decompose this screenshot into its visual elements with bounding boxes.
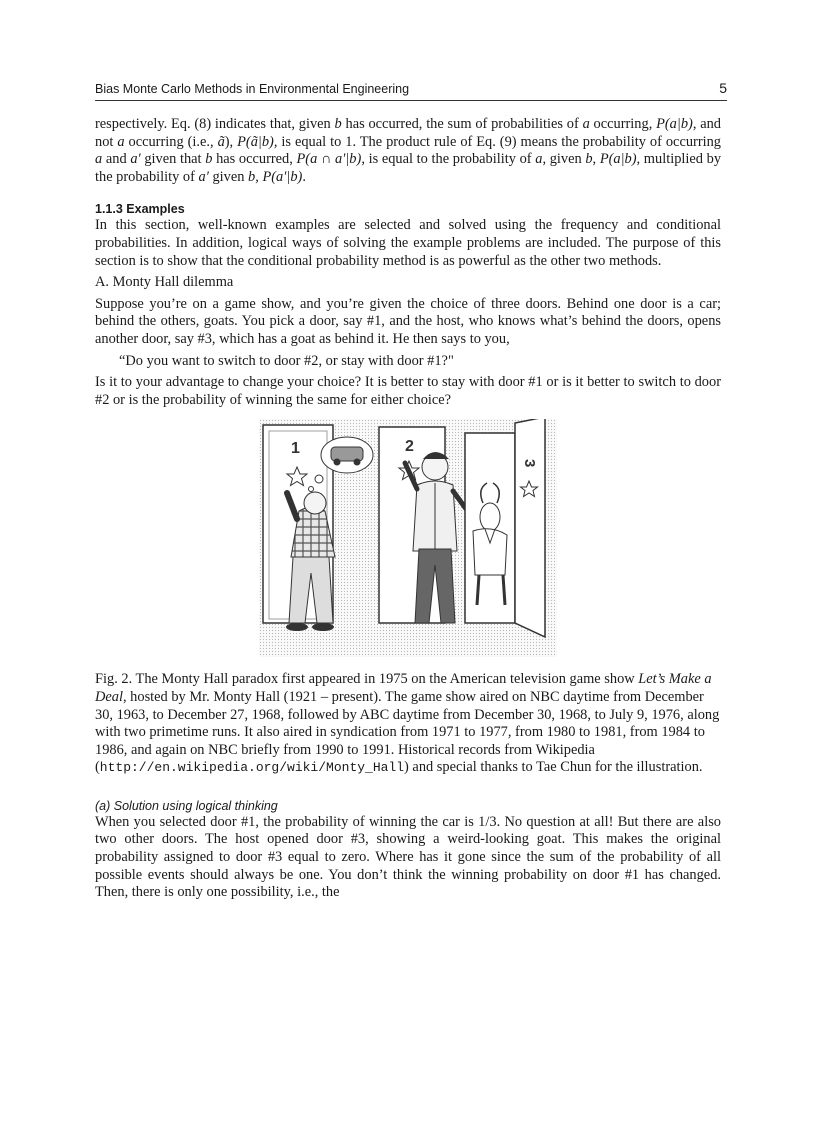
monty-hall-figure: [95, 419, 721, 657]
monty-hall-illustration: [259, 419, 557, 657]
running-title: Bias Monte Carlo Methods in Environmental Engineering: [95, 82, 410, 96]
page-body: [95, 116, 721, 906]
figure-caption: Fig. 2. The Monty Hall paradox first appeared in 1975 on the American television game show Let’s Make a Deal, hosted by Mr. Monty Hall (1921 – present). The game show aired on NBC daytime from December 30, 1963, to December 27, 1968, followed by ABC daytime from December 30, 1968, to July 9, 1976, along with two primetime runs. It also aired in syndication from 1971 to 1977, from 1980 to 1981, from 1984 to 1986, and again on NBC briefly from 1990 to 1991. Historical records from Wikipedia (http://en.wikipedia.org/wiki/Monty_Hall) and special thanks to Tae Chun for the illustration.: [95, 671, 720, 776]
door-2-number: 2: [405, 438, 414, 456]
solution-heading: (a) Solution using logical thinking: [95, 798, 278, 813]
show-title: Let’s Make a Deal: [95, 671, 712, 705]
intro-paragraph: respectively. Eq. (8) indicates that, given b has occurred, the sum of probabilities of a occurring, P(a|b), and not a occurring (i.e., ã), P(ã|b), is equal to 1. The product rule of Eq. (9) means the probability of occurring a and a′ given that b has occurred, P(a ∩ a′|b), is equal to the probability of a, given b, P(a|b), multiplied by the probability of a′ given b, P(a′|b).: [95, 116, 722, 185]
door-3-number: 3: [521, 459, 538, 468]
host-quote: “Do you want to switch to door #2, or stay with door #1?": [119, 352, 454, 369]
section-heading: 1.1.3 Examples: [95, 202, 185, 217]
page-number: 5: [719, 80, 727, 96]
door-1-number: 1: [291, 440, 300, 458]
problem-paragraph: Suppose you’re on a game show, and you’re given the choice of three doors. Behind one door is a car; behind the others, goats. You pick a door, say #1, and the host, who knows what’s behind the doors, opens another door, say #3, which has a goat as behind it. He then says to you,: [95, 295, 721, 347]
example-subheading: A. Monty Hall dilemma: [95, 274, 234, 291]
solution-paragraph: When you selected door #1, the probability of winning the car is 1/3. No question at all! But there are also two other doors. The host opened door #3, showing a weird-looking goat. This makes the original probability assigned to door #3 equal to zero. Where has it gone since the sum of the probability of all possible events should always be one. You don’t think the winning probability on door #1 has changed. Then, there is only one possibility, i.e., the: [95, 813, 721, 901]
question-paragraph: Is it to your advantage to change your choice? It is better to stay with door #1 or is it better to switch to door #2 or is the probability of winning the same for either choice?: [95, 374, 721, 408]
wikipedia-link[interactable]: http://en.wikipedia.org/wiki/Monty_Hall: [99, 760, 405, 776]
running-header: [95, 80, 727, 101]
section-paragraph: In this section, well-known examples are selected and solved using the frequency and conditional probabilities. In addition, logical ways of solving the example problems are included. The purpose of this section is to show that the conditional probability method is as powerful as the other two methods.: [95, 217, 721, 269]
